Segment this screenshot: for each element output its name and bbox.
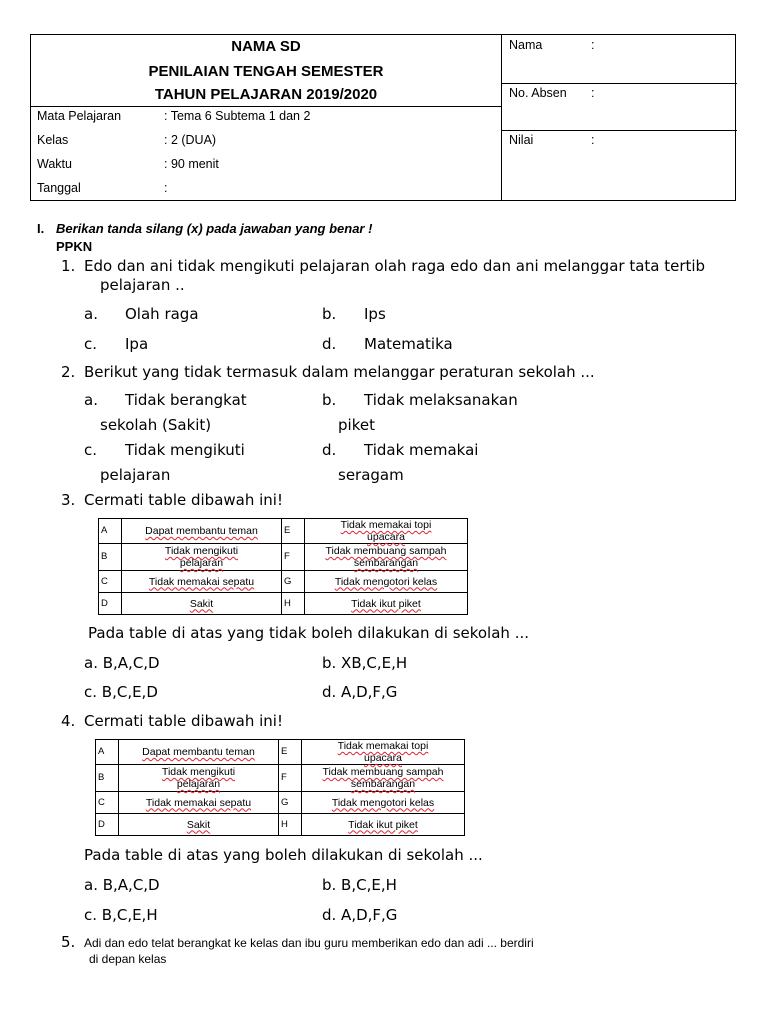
table-cell: Tidak mengotori kelas: [302, 792, 465, 814]
table-row: [96, 814, 465, 836]
table-key: B: [96, 765, 119, 792]
field-value: : 2 (DUA): [164, 133, 217, 147]
table-key: D: [99, 593, 122, 615]
option-d[interactable]: Tidak memakai: [364, 441, 479, 459]
subject-label: PPKN: [56, 239, 93, 254]
question-text: Berikut yang tidak termasuk dalam melanggar peraturan sekolah ...: [84, 363, 595, 381]
question-prompt: Pada table di atas yang boleh dilakukan di sekolah ...: [84, 846, 483, 864]
table-cell: Tidak mengotori kelas: [305, 571, 468, 593]
option-b[interactable]: b. XB,C,E,H: [322, 654, 408, 672]
table-key: B: [99, 544, 122, 571]
table-cell: Tidak ikut piket: [305, 593, 468, 615]
option-b[interactable]: Ips: [364, 305, 386, 323]
table-row: [99, 571, 468, 593]
table-key: E: [279, 740, 302, 765]
question-text: Edo dan ani tidak mengikuti pelajaran olah raga edo dan ani melanggar tata tertib: [84, 257, 706, 275]
question-text: pelajaran ..: [100, 276, 185, 294]
option-key: a.: [84, 391, 98, 409]
field-label: Mata Pelajaran: [37, 109, 122, 123]
option-c[interactable]: c. B,C,E,D: [84, 683, 158, 701]
behavior-table: [98, 518, 468, 615]
option-d[interactable]: d. A,D,F,G: [322, 906, 398, 924]
table-row: [99, 544, 468, 571]
table-key: A: [99, 519, 122, 544]
table-key: C: [99, 571, 122, 593]
question-number: 1.: [61, 257, 76, 275]
field-value: :: [164, 181, 168, 195]
option-key: b.: [322, 305, 337, 323]
table-key: D: [96, 814, 119, 836]
table-key: E: [282, 519, 305, 544]
table-cell: Dapat membantu teman: [122, 519, 282, 544]
table-cell: Tidak mengikuti pelajaran: [119, 765, 279, 792]
table-key: F: [279, 765, 302, 792]
option-key: d.: [322, 335, 337, 353]
table-row: [96, 765, 465, 792]
table-row: [99, 593, 468, 615]
table-cell: Dapat membantu teman: [119, 740, 279, 765]
option-a[interactable]: a. B,A,C,D: [84, 654, 160, 672]
absen-field[interactable]: :: [591, 86, 595, 100]
school-year: TAHUN PELAJARAN 2019/2020: [154, 86, 378, 103]
question-number: 5.: [61, 933, 76, 951]
option-c[interactable]: Ipa: [125, 335, 149, 353]
table-key: G: [282, 571, 305, 593]
option-key: a.: [84, 305, 98, 323]
field-label: Waktu: [37, 157, 72, 171]
option-b[interactable]: Tidak melaksanakan: [364, 391, 518, 409]
option-c-cont: pelajaran: [100, 466, 171, 484]
header-rule: [31, 106, 501, 107]
exam-title: PENILAIAN TENGAH SEMESTER: [148, 63, 384, 80]
table-cell: Sakit: [119, 814, 279, 836]
table-key: H: [279, 814, 302, 836]
option-a[interactable]: Olah raga: [125, 305, 199, 323]
question-number: 2.: [61, 363, 76, 381]
option-c[interactable]: Tidak mengikuti: [125, 441, 245, 459]
absen-label: No. Absen: [509, 86, 567, 100]
option-a[interactable]: a. B,A,C,D: [84, 876, 160, 894]
table-key: G: [279, 792, 302, 814]
option-d[interactable]: d. A,D,F,G: [322, 683, 398, 701]
header-rule: [501, 130, 737, 131]
question-text: Cermati table dibawah ini!: [84, 491, 283, 509]
table-key: A: [96, 740, 119, 765]
table-key: F: [282, 544, 305, 571]
field-value: : Tema 6 Subtema 1 dan 2: [164, 109, 311, 123]
table-cell: Sakit: [122, 593, 282, 615]
table-cell: Tidak membuang sampah sembarangan: [302, 765, 465, 792]
table-key: C: [96, 792, 119, 814]
header-divider: [501, 35, 502, 201]
question-text: Adi dan edo telat berangkat ke kelas dan ibu guru memberikan edo dan adi ... berdiri: [84, 936, 534, 950]
nilai-field[interactable]: :: [591, 133, 595, 147]
option-d[interactable]: Matematika: [364, 335, 453, 353]
section-number: I.: [37, 221, 45, 236]
table-cell: Tidak membuang sampah sembarangan: [305, 544, 468, 571]
option-key: c.: [84, 441, 98, 459]
table-row: [96, 792, 465, 814]
behavior-table: [95, 739, 465, 836]
question-number: 3.: [61, 491, 76, 509]
option-a[interactable]: Tidak berangkat: [125, 391, 247, 409]
section-instruction: Berikan tanda silang (x) pada jawaban yang benar !: [56, 221, 373, 236]
name-label: Nama: [509, 38, 543, 52]
option-b[interactable]: b. B,C,E,H: [322, 876, 397, 894]
exam-header-box: [30, 34, 736, 201]
table-row: [99, 519, 468, 544]
field-label: Kelas: [37, 133, 69, 147]
table-row: [96, 740, 465, 765]
question-number: 4.: [61, 712, 76, 730]
table-key: H: [282, 593, 305, 615]
option-c[interactable]: c. B,C,E,H: [84, 906, 158, 924]
question-text: Cermati table dibawah ini!: [84, 712, 283, 730]
name-field[interactable]: :: [591, 38, 595, 52]
option-key: b.: [322, 391, 337, 409]
table-cell: Tidak memakai sepatu: [122, 571, 282, 593]
option-b-cont: piket: [338, 416, 375, 434]
table-cell: Tidak ikut piket: [302, 814, 465, 836]
option-d-cont: seragam: [338, 466, 404, 484]
option-a-cont: sekolah (Sakit): [100, 416, 212, 434]
option-key: d.: [322, 441, 337, 459]
nilai-label: Nilai: [509, 133, 534, 147]
table-cell: Tidak memakai topi upacara: [305, 519, 468, 544]
field-value: : 90 menit: [164, 157, 219, 171]
table-cell: Tidak memakai sepatu: [119, 792, 279, 814]
field-label: Tanggal: [37, 181, 81, 195]
option-key: c.: [84, 335, 98, 353]
header-rule: [501, 83, 737, 84]
table-cell: Tidak memakai topi upacara: [302, 740, 465, 765]
school-name: NAMA SD: [231, 38, 301, 55]
question-prompt: Pada table di atas yang tidak boleh dilakukan di sekolah ...: [88, 624, 529, 642]
question-text: di depan kelas: [89, 952, 167, 966]
table-cell: Tidak mengikuti pelajaran: [122, 544, 282, 571]
